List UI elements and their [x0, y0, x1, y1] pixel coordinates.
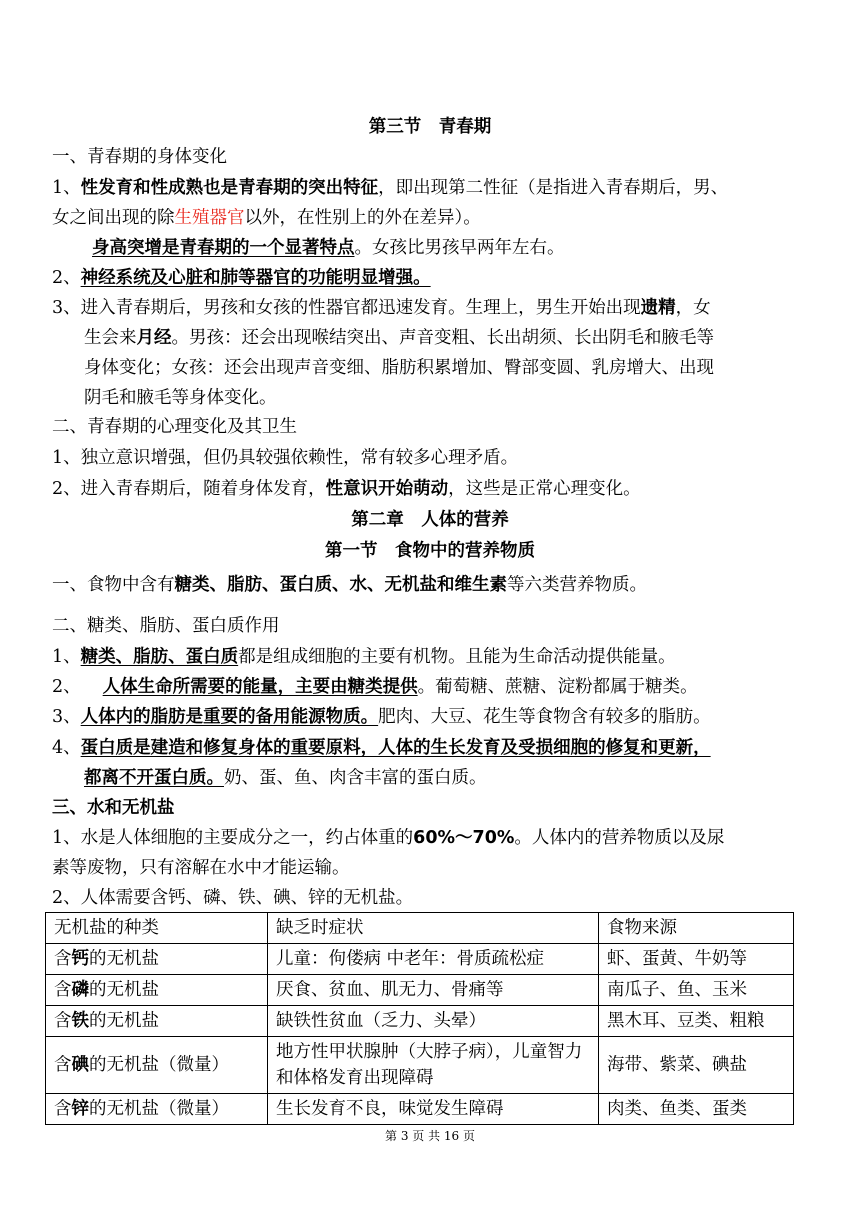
- section-title: 第三节 青春期: [368, 117, 492, 137]
- emphasis-text: 神经系统及心脏和肺等器官的功能明显增强。: [80, 268, 431, 288]
- body-text: 生会来: [84, 328, 137, 348]
- emphasis-text: 糖类、脂肪、蛋白质: [80, 647, 239, 667]
- source-cell: 南瓜子、鱼、玉米: [599, 975, 794, 1006]
- source-cell: 海带、紫菜、碘盐: [599, 1037, 794, 1094]
- paragraph-6: [52, 573, 647, 597]
- cell-text: 的无机盐（微量）: [89, 1099, 229, 1119]
- paragraph-1b: [92, 236, 565, 260]
- item-number: 4、: [52, 738, 81, 758]
- paragraph-8: [52, 675, 698, 699]
- mineral-element: 铁: [71, 1011, 89, 1031]
- emphasis-text: 60%～70%: [413, 828, 515, 848]
- paragraph-3: [52, 296, 711, 320]
- body-text: 。女孩比男孩早两年左右。: [354, 238, 565, 258]
- mineral-type-cell: [46, 975, 268, 1006]
- heading-body-changes: 一、青春期的身体变化: [52, 147, 227, 167]
- emphasis-text: 糖类、脂肪、蛋白质、水、无机盐和维生素: [174, 575, 507, 595]
- item-number: 1、: [52, 178, 81, 198]
- cell-text: 含: [54, 1011, 72, 1031]
- body-text: 。人体内的营养物质以及尿: [514, 828, 725, 848]
- symptom-cell: 地方性甲状腺肿（大脖子病），儿童智力和体格发育出现障碍: [268, 1037, 599, 1094]
- mineral-type-cell: [46, 944, 268, 975]
- cell-text: 含: [54, 949, 72, 969]
- source-cell: 黑木耳、豆类、粗粮: [599, 1006, 794, 1037]
- table-row: [46, 975, 794, 1006]
- paragraph-1: [52, 176, 728, 200]
- table-row: [46, 1094, 794, 1125]
- paragraph-10-cont: [84, 766, 487, 790]
- emphasis-text: 人体生命所需要的能量，主要由糖类提供: [102, 677, 418, 697]
- body-text: 等六类营养物质。: [507, 575, 647, 595]
- body-text: ，女: [675, 298, 711, 318]
- paragraph-3-cont: 阴毛和腋毛等身体变化。: [84, 388, 277, 408]
- cell-text: 含: [54, 980, 72, 1000]
- table-header-cell: 缺乏时症状: [268, 913, 599, 944]
- cell-text: 的无机盐（微量）: [89, 1055, 229, 1075]
- paragraph-4: 1、独立意识增强，但仍具较强依赖性，常有较多心理矛盾。: [52, 448, 519, 468]
- symptom-cell: 缺铁性贫血（乏力、头晕）: [268, 1006, 599, 1037]
- table-header-row: [46, 913, 794, 944]
- page-footer: 第 3 页 共 16 页: [385, 1129, 475, 1143]
- item-number: 1、: [52, 647, 81, 667]
- body-text: 。葡萄糖、蔗糖、淀粉都属于糖类。: [417, 677, 698, 697]
- paragraph-11-cont: 素等废物，只有溶解在水中才能运输。: [52, 858, 350, 878]
- table-header-cell: 食物来源: [599, 913, 794, 944]
- item-number: 2、: [52, 268, 81, 288]
- paragraph-3-cont: [84, 326, 714, 350]
- paragraph-11: [52, 826, 724, 850]
- table-row: [46, 944, 794, 975]
- cell-text: 的无机盐: [89, 1011, 159, 1031]
- chapter-title: 第二章 人体的营养: [351, 510, 509, 530]
- paragraph-5: [52, 477, 641, 501]
- body-text: 女之间出现的除: [52, 208, 175, 228]
- mineral-element: 碘: [71, 1055, 89, 1075]
- paragraph-2: [52, 266, 431, 290]
- symptom-cell: 儿童：佝偻病 中老年：骨质疏松症: [268, 944, 599, 975]
- emphasis-text: 性意识开始萌动: [325, 479, 449, 499]
- mineral-type-cell: [46, 1037, 268, 1094]
- body-text: 。男孩：还会出现喉结突出、声音变粗、长出胡须、长出阴毛和腋毛等: [171, 328, 714, 348]
- body-text: 一、食物中含有: [52, 575, 175, 595]
- heading-water-salts: 三、水和无机盐: [52, 798, 175, 818]
- body-text: 2、进入青春期后，随着身体发育，: [52, 479, 326, 499]
- paragraph-3-cont: 身体变化；女孩：还会出现声音变细、脂肪积累增加、臀部变圆、乳房增大、出现: [84, 358, 714, 378]
- emphasis-text: 身高突增是青春期的一个显著特点: [92, 238, 355, 258]
- emphasis-text: 遗精: [640, 298, 676, 318]
- body-text: ，这些是正常心理变化。: [448, 479, 641, 499]
- table-header-cell: 无机盐的种类: [46, 913, 268, 944]
- mineral-element: 锌: [71, 1099, 89, 1119]
- mineral-table: [45, 912, 794, 1125]
- source-cell: 肉类、鱼类、蛋类: [599, 1094, 794, 1125]
- emphasis-text: 蛋白质是建造和修复身体的重要原料，人体的生长发育及受损细胞的修复和更新，: [80, 738, 711, 758]
- table-row: [46, 1037, 794, 1094]
- item-number: 2、: [52, 677, 81, 697]
- cell-text: 含: [54, 1055, 72, 1075]
- table-row: [46, 1006, 794, 1037]
- mineral-type-cell: [46, 1094, 268, 1125]
- body-text: ，即出现第二性征（是指进入青春期后，男、: [378, 178, 729, 198]
- section-subtitle: 第一节 食物中的营养物质: [325, 541, 535, 561]
- item-number: 3、: [52, 707, 81, 727]
- body-text: 奶、蛋、鱼、肉含丰富的蛋白质。: [224, 768, 487, 788]
- paragraph-12: 2、人体需要含钙、磷、铁、碘、锌的无机盐。: [52, 888, 414, 908]
- cell-text: 的无机盐: [89, 980, 159, 1000]
- mineral-element: 磷: [71, 980, 89, 1000]
- symptom-cell: 生长发育不良，味觉发生障碍: [268, 1094, 599, 1125]
- body-text: 以外，在性别上的外在差异）。: [244, 208, 481, 228]
- heading-nutrient-roles: 二、糖类、脂肪、蛋白质作用: [52, 616, 280, 636]
- mineral-element: 钙: [71, 949, 89, 969]
- body-text: 3、进入青春期后，男孩和女孩的性器官都迅速发育。生理上，男生开始出现: [52, 298, 641, 318]
- mineral-type-cell: [46, 1006, 268, 1037]
- body-text: 都是组成细胞的主要有机物。且能为生命活动提供能量。: [238, 647, 676, 667]
- paragraph-9: [52, 705, 711, 729]
- emphasis-text: 都离不开蛋白质。: [84, 768, 224, 788]
- cell-text: 含: [54, 1099, 72, 1119]
- body-text: 肥肉、大豆、花生等食物含有较多的脂肪。: [378, 707, 711, 727]
- heading-mental-changes: 二、青春期的心理变化及其卫生: [52, 417, 297, 437]
- cell-text: 的无机盐: [89, 949, 159, 969]
- paragraph-1-cont: [52, 206, 481, 230]
- emphasis-text: 性发育和性成熟也是青春期的突出特征: [80, 178, 379, 198]
- highlight-text: 生殖器官: [174, 208, 245, 228]
- paragraph-10: [52, 736, 711, 760]
- emphasis-text: 人体内的脂肪是重要的备用能源物质。: [80, 707, 379, 727]
- body-text: 1、水是人体细胞的主要成分之一，约占体重的: [52, 828, 414, 848]
- source-cell: 虾、蛋黄、牛奶等: [599, 944, 794, 975]
- symptom-cell: 厌食、贫血、肌无力、骨痛等: [268, 975, 599, 1006]
- paragraph-7: [52, 645, 676, 669]
- emphasis-text: 月经: [136, 328, 172, 348]
